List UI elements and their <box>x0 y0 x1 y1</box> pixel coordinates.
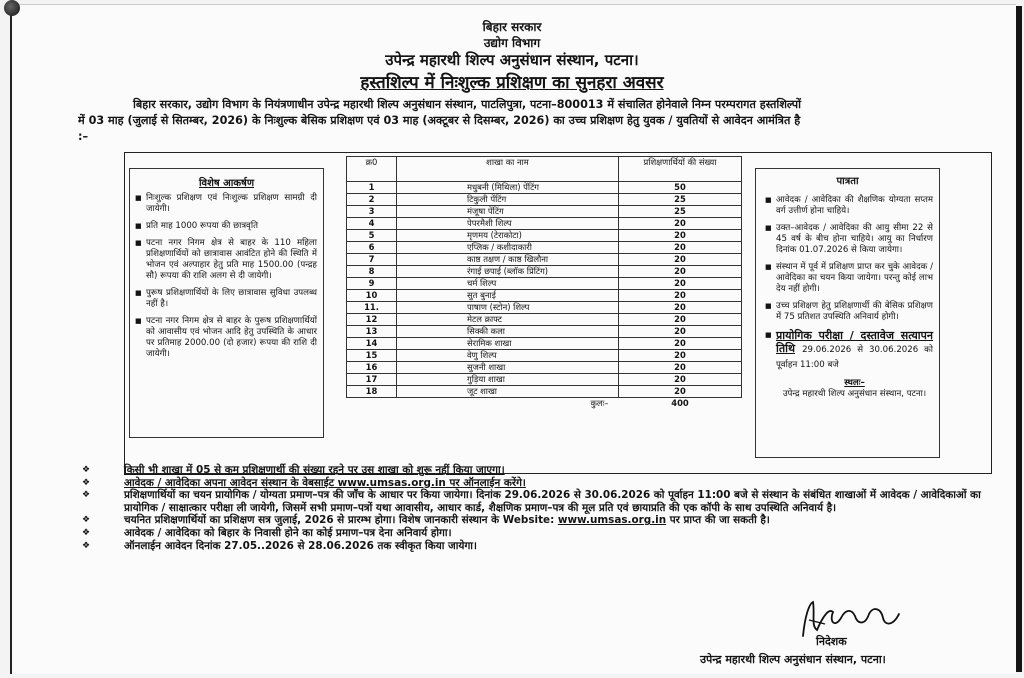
branches-body <box>347 182 742 410</box>
serial-cell: 11. <box>347 302 397 314</box>
table-row <box>347 218 742 230</box>
branch-name-cell: मृणमय (टेराकोटा) <box>397 230 619 242</box>
count-cell: 20 <box>619 242 742 254</box>
signatory-org: उपेन्द्र महारथी शिल्प अनुसंधान संस्थान, पटना। <box>700 653 886 666</box>
note-text: किसी भी शाखा में 05 से कम प्रशिक्षणार्थी की संख्या रहने पर उस शाखा को शुरू नहीं किया जाएगा। <box>124 464 505 476</box>
branches-table <box>346 156 742 409</box>
count-cell: 20 <box>619 302 742 314</box>
notice-title: हस्तशिल्प में निःशुल्क प्रशिक्षण का सुनहरा अवसर <box>360 73 664 93</box>
note-item <box>82 464 1007 477</box>
branch-name-cell: काष्ठ तक्षण / काष्ठ खिलौना <box>397 254 619 266</box>
serial-cell: 4 <box>347 218 397 230</box>
eligibility-item: ■ उच्च प्रशिक्षण हेतु प्रशिक्षणार्थी की बेसिक प्रशिक्षण में 75 प्रतिशत उपस्थिति अनिवार्य होगी। <box>776 301 933 323</box>
count-cell: 20 <box>619 266 742 278</box>
table-header-row <box>347 157 742 182</box>
branch-name-cell: पेपरमैशी शिल्प <box>397 218 619 230</box>
serial-cell: 14 <box>347 338 397 350</box>
note-item <box>82 489 1007 514</box>
feature-item: ■ पुरूष प्रशिक्षणार्थियों के लिए छात्रावास सुविधा उपलब्ध नहीं है। <box>146 288 317 310</box>
note-item <box>82 540 1007 553</box>
branch-name-cell: चर्म शिल्प <box>397 278 619 290</box>
signatory-title: निदेशक <box>816 635 847 648</box>
count-cell: 25 <box>619 206 742 218</box>
table-row <box>347 326 742 338</box>
note-item <box>82 477 1007 490</box>
intro-line: बिहार सरकार, उद्योग विभाग के नियंत्रणाधीन उपेन्द्र महारथी शिल्प अनुसंधान संस्थान, पाटलिपुत्रा, पटना–800013 में संचालित होनेवाले निम्न परम्परागत हस्तशिल्पों <box>133 98 801 111</box>
eligibility-box <box>755 168 940 458</box>
serial-cell: 10 <box>347 290 397 302</box>
branch-name-cell: वेणु शिल्प <box>397 350 619 362</box>
note-text: आवेदक / आवेदिका को बिहार के निवासी होने का कोई प्रमाण–पत्र देना अनिवार्य होगा। <box>124 526 452 539</box>
diamond-bullet-icon: ❖ <box>82 540 91 551</box>
count-cell: 20 <box>619 362 742 374</box>
total-row <box>347 398 742 410</box>
branch-name-cell: सेरामिक शाखा <box>397 338 619 350</box>
table-row <box>347 278 742 290</box>
diamond-bullet-icon: ❖ <box>82 465 91 475</box>
table-row <box>347 254 742 266</box>
place-label: स्थलः– <box>844 378 865 388</box>
count-cell: 20 <box>619 278 742 290</box>
table-row <box>347 362 742 374</box>
exam-location <box>756 378 939 400</box>
count-cell: 25 <box>619 194 742 206</box>
branch-name-cell: पाषाण (स्टोन) शिल्प <box>397 302 619 314</box>
count-cell: 20 <box>619 326 742 338</box>
serial-cell: 6 <box>347 242 397 254</box>
website-link[interactable]: www.umsas.org.in <box>557 514 667 527</box>
table-row <box>347 242 742 254</box>
branch-name-cell: मंजूषा पेंटिंग <box>397 206 619 218</box>
count-cell: 20 <box>619 386 742 398</box>
eligibility-item: ■ संस्थान में पूर्व में प्रशिक्षण प्राप्त कर चुके आवेदक / आवेदिका का चयन किया जायेगा। परन्तु कोई लाभ देय नहीं होगी। <box>776 262 933 295</box>
intro-paragraph <box>78 97 1003 145</box>
table-row <box>347 182 742 194</box>
table-row <box>347 230 742 242</box>
note-text: चयनित प्रशिक्षणार्थियों का प्रशिक्षण सत्र जुलाई, 2026 से प्रारम्भ होगा। विशेष जानकारी संस्थान के <box>124 514 503 527</box>
serial-cell: 8 <box>347 266 397 278</box>
serial-cell: 9 <box>347 278 397 290</box>
col-header-sn: क्र0 <box>347 157 397 182</box>
diamond-bullet-icon: ❖ <box>82 527 91 538</box>
count-cell: 20 <box>619 230 742 242</box>
header-department: उद्योग विभाग <box>483 36 541 50</box>
serial-cell: 18 <box>347 386 397 398</box>
serial-cell: 3 <box>347 206 397 218</box>
exam-item <box>776 329 933 372</box>
branch-name-cell: एप्लिक / कशीदाकारी <box>397 242 619 254</box>
serial-cell: 15 <box>347 350 397 362</box>
note-item <box>82 514 1007 527</box>
eligibility-item: ■ आवेदक / आवेदिका की शैक्षणिक योग्यता सप्तम वर्ग उत्तीर्ण होना चाहिये। <box>776 195 933 217</box>
branch-name-cell: जूट शाखा <box>397 386 619 398</box>
website-link[interactable]: www.umsas.org.in <box>337 476 446 489</box>
feature-item: ■ पटना नगर निगम क्षेत्र से बाहर के पुरूष प्रशिक्षणार्थियों को आवासीय एवं भोजन आदि हेतु उपस्थिति के आधार पर प्रतिमाह 2000.00 (दो हजार) रूपया की राशि दी जायेगी। <box>146 316 317 360</box>
pin-icon <box>4 0 20 16</box>
header-government: बिहार सरकार <box>482 20 542 34</box>
feature-item: ■ निःशुल्क प्रशिक्षण एवं निःशुल्क प्रशिक्षण सामग्री दी जायेगी। <box>146 193 317 215</box>
exam-dates: 29.06.2026 से 30.06.2026 को पूर्वाहन 11:00 बजे <box>776 345 933 370</box>
branch-name-cell: टिकुली पेंटिंग <box>397 194 619 206</box>
table-row <box>347 290 742 302</box>
signature-mark <box>795 596 905 644</box>
total-spacer <box>347 398 397 410</box>
branch-name-cell: सुजनी शाखा <box>397 362 619 374</box>
exam-title: प्रायोगिक परीक्षा / दस्तावेज सत्यापन तिथि <box>776 329 933 355</box>
table-row <box>347 206 742 218</box>
serial-cell: 7 <box>347 254 397 266</box>
note-item <box>82 527 1007 540</box>
note-text: प्रशिक्षणार्थियों का चयन प्रायोगिक / योग्यता प्रमाण–पत्र की जाँच के आधार पर किया जायेगा। दिनांक 29.06.2026 से 30.06.2026 को पूर्वाहन 11:00 बजे से संस्थान के संबंधित शाखाओं में आवेदक / आवेदिकाओं का प्रायोगिक / साक्षात्कार परीक्षा ली जायेगी, जिसमें सभी प्रमाण–पत्रों यथा आवासीय, आधार कार्ड, शैक्षणिक प्रमाण–पत्र की मूल प्रति एवं छायाप्रति की एक कॉपी के साथ उपस्थिति अनिवार्य है। <box>124 489 981 514</box>
branch-name-cell: मधुबनी (मिथिला) पेंटिंग <box>397 182 619 194</box>
header-institute: उपेन्द्र महारथी शिल्प अनुसंधान संस्थान, पटना। <box>385 51 639 69</box>
diamond-bullet-icon: ❖ <box>82 490 91 501</box>
table-row <box>347 374 742 386</box>
count-cell: 20 <box>619 350 742 362</box>
note-text: पर ऑनलाईन करेंगे। <box>445 476 526 489</box>
website-label: Website: <box>502 514 558 527</box>
branch-name-cell: मेटल क्राफ्ट <box>397 314 619 326</box>
scan-edge <box>1016 6 1022 672</box>
note-text: ऑनलाईन आवेदन दिनांक 27.05..2026 से 28.06.2026 तक स्वीकृत किया जायेगा। <box>124 539 477 552</box>
table-row <box>347 302 742 314</box>
serial-cell: 13 <box>347 326 397 338</box>
count-cell: 20 <box>619 218 742 230</box>
serial-cell: 16 <box>347 362 397 374</box>
total-value: 400 <box>671 398 689 409</box>
table-row <box>347 266 742 278</box>
serial-cell: 1 <box>347 182 397 194</box>
eligibility-list <box>756 195 939 372</box>
branch-name-cell: रंगाई छपाई (ब्लॉक प्रिंटिंग) <box>397 266 619 278</box>
place-text: उपेन्द्र महारथी शिल्प अनुसंधान संस्थान, पटना। <box>782 389 927 399</box>
table-row <box>347 386 742 398</box>
count-cell: 20 <box>619 338 742 350</box>
count-cell: 20 <box>619 290 742 302</box>
note-text: आवेदक / आवेदिका अपना आवेदन संस्थान के वेबसाईट <box>124 476 338 489</box>
count-cell: 50 <box>619 182 742 194</box>
serial-cell: 2 <box>347 194 397 206</box>
table-row <box>347 314 742 326</box>
feature-item: ■ पटना नगर निगम क्षेत्र से बाहर के 110 महिला प्रशिक्षणार्थियों को छात्रावास आवंटित होने की स्थिति में भोजन एवं अल्पाहार हेतु प्रति माह 1500.00 (पन्द्रह सौ) रूपया की राशि अलग से दी जायेगी। <box>146 238 317 282</box>
table-row <box>347 338 742 350</box>
eligibility-item: ■ उक्त–आवेदक / आवेदिका की आयु सीमा 22 से 45 वर्ष के बीच होना चाहिये। आयु का निर्धारण दिनांक 01.07.2026 से किया जायेगा। <box>776 223 933 256</box>
serial-cell: 12 <box>347 314 397 326</box>
serial-cell: 5 <box>347 230 397 242</box>
table-row <box>347 350 742 362</box>
feature-item: ■ प्रति माह 1000 रूपया की छात्रवृति <box>146 221 317 232</box>
col-header-count: प्रशिक्षणार्थियों की संख्या <box>619 157 742 182</box>
note-text: पर प्राप्त की जा सकती है। <box>666 514 770 527</box>
total-label: कुलः– <box>590 398 609 409</box>
diamond-bullet-icon: ❖ <box>82 477 91 488</box>
intro-line: :– <box>78 130 89 143</box>
table-row <box>347 194 742 206</box>
features-title: विशेष आकर्षण <box>198 178 255 189</box>
branch-name-cell: सिक्की कला <box>397 326 619 338</box>
serial-cell: 17 <box>347 374 397 386</box>
count-cell: 20 <box>619 374 742 386</box>
diamond-bullet-icon: ❖ <box>82 515 91 526</box>
branch-name-cell: गुड़िया शाखा <box>397 374 619 386</box>
notes-list <box>82 464 1007 552</box>
branch-name-cell: सुत बुनाई <box>397 290 619 302</box>
intro-line: में 03 माह (जुलाई से सितम्बर, 2026) के निःशुल्क बेसिक प्रशिक्षण एवं 03 माह (अक्टूबर से दिसम्बर, 2026) का उच्च प्रशिक्षण हेतु युवक / युवतियों से आवेदन आमंत्रित है <box>78 114 801 127</box>
count-cell: 20 <box>619 314 742 326</box>
col-header-name: शाखा का नाम <box>397 157 619 182</box>
features-list <box>130 193 323 360</box>
eligibility-title: पात्रता <box>836 176 859 187</box>
features-box <box>129 168 324 438</box>
count-cell: 20 <box>619 254 742 266</box>
